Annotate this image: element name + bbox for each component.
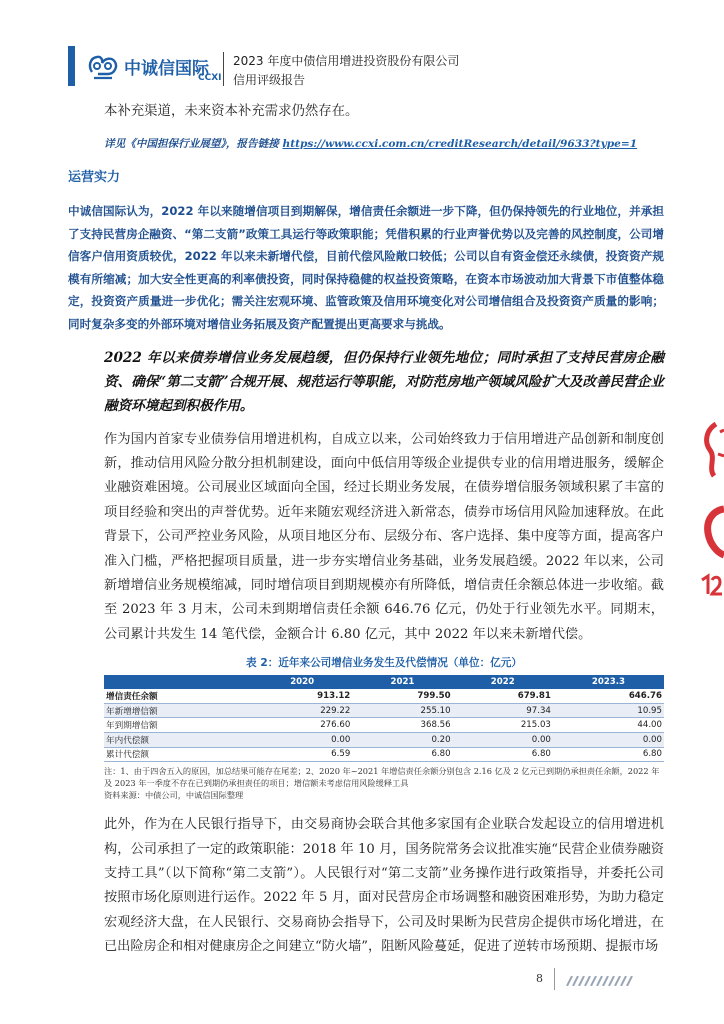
table-cell: 0.00 bbox=[553, 733, 664, 748]
seal-stamp-fragment-icon bbox=[696, 505, 724, 560]
table-cell: 0.20 bbox=[352, 733, 452, 748]
logo-cn-text: 中诚信国际 bbox=[124, 59, 209, 79]
table-row-label: 增信责任余额 bbox=[104, 689, 252, 703]
table-cell: 0.00 bbox=[252, 733, 352, 748]
header-divider bbox=[223, 52, 224, 86]
guarantee-table bbox=[104, 675, 664, 762]
table-row bbox=[104, 747, 664, 762]
table-cell: 10.95 bbox=[553, 703, 664, 718]
reference-link[interactable]: https://www.ccxi.com.cn/creditResearch/detail/9633?type=1 bbox=[282, 138, 638, 150]
table-cell: 6.59 bbox=[252, 747, 352, 762]
section-title: 运营实力 bbox=[68, 170, 121, 185]
table-cell: 679.81 bbox=[453, 689, 553, 703]
report-title-line1: 2023 年度中债信用增进投资股份有限公司 bbox=[233, 54, 460, 68]
table-row-label: 累计代偿额 bbox=[104, 747, 252, 762]
table-cell: 215.03 bbox=[453, 718, 553, 733]
section-summary: 中诚信国际认为，2022 年以来随增信项目到期解保，增信责任余额进一步下降，但仍保持领先的行业地位，并承担了支持民营房企融资、“第二支箭”政策工具运行等政策职能；凭借积累的行业声誉优势以及完善的风控制度，公司增信客户信用资质较优，2022 年以来未新增代偿，目前代偿风险敞口较低；公司以自有资金偿还永续债，投资资产规模有所缩减；加大安全性更高的利率债投资，同时保持稳健的权益投资策略，在资本市场波动加大背景下市值整体稳定，投资资产质量进一步优化；需关注宏观环境、监管政策及信用环境变化对公司增信组合及投资资产质量的影响；同时复杂多变的外部环境对增信业务拓展及资产配置提出更高要求与挑战。 bbox=[68, 204, 664, 331]
subsection-title: 2022 年以来债券增信业务发展趋缓，但仍保持行业领先地位；同时承担了支持民营房企融资、确保“第二支箭”合规开展、规范运行等职能，对防范房地产领域风险扩大及改善民营企业融资环境起到积极作用。 bbox=[104, 349, 664, 414]
table-header-cell bbox=[104, 675, 252, 689]
table-source: 资料来源：中债公司，中诚信国际整理 bbox=[104, 790, 244, 801]
table-header-cell: 2023.3 bbox=[553, 675, 664, 689]
table-caption: 表 2：近年来公司增信业务发生及代偿情况（单位：亿元） bbox=[246, 657, 522, 670]
page-number: 8 bbox=[536, 972, 543, 985]
table-cell: 368.56 bbox=[352, 718, 452, 733]
table-row bbox=[104, 718, 664, 733]
table-cell: 97.34 bbox=[453, 703, 553, 718]
table-header-row bbox=[104, 675, 664, 689]
table-cell: 646.76 bbox=[553, 689, 664, 703]
table-cell: 913.12 bbox=[252, 689, 352, 703]
table-cell: 44.00 bbox=[553, 718, 664, 733]
body-paragraph-1: 作为国内首家专业债券信用增进机构，自成立以来，公司始终致力于信用增进产品创新和制度创新，推动信用风险分散分担机制建设，面向中低信用等级企业提供专业的信用增进服务，缓解企业融资难困境。公司展业区域面向全国，经过长期业务发展，在债券增信服务领域积累了丰富的项目经验和突出的声誉优势。近年来随宏观经济进入新常态，债券市场信用风险加速释放。在此背景下，公司严控业务风险，从项目地区分布、层级分布、客户选择、集中度等方面，提高客户准入门槛，严格把握项目质量，进一步夯实增信业务基础，业务发展趋缓。2022 年以来，公司新增增信业务规模缩减，同时增信项目到期规模亦有所降低，增信责任余额总体进一步收缩。截至 2023 年 3 月末，公司未到期增信责任余额 646.76 亿元，仍处于行业领先水平。同期末，公司累计共发生 14 笔代偿，金额合计 6.80 亿元，其中 2022 年以来未新增代偿。 bbox=[104, 431, 664, 642]
table-note: 注：1、由于四舍五入的原因，加总结果可能存在尾差；2、2020 年~2021 年增信责任余额分别包含 2.16 亿及 2 亿元已到期仍承担责任余额，2022 年及 2023 年一季度不存在已到期仍承担责任的项目；增信额未考虑信用风险缓释工具 bbox=[104, 766, 660, 789]
seal-stamp-fragment-icon bbox=[696, 572, 724, 602]
table-cell: 0.00 bbox=[453, 733, 553, 748]
table-row bbox=[104, 733, 664, 748]
logo-en-text: CCXI bbox=[198, 73, 222, 83]
ccxi-logo-mark-icon bbox=[86, 50, 120, 84]
table-header-cell: 2020 bbox=[252, 675, 352, 689]
seal-stamp-fragment-icon bbox=[696, 420, 724, 480]
reference-note-prefix: 详见《中国担保行业展望》，报告链接 bbox=[104, 138, 279, 150]
table-header-cell: 2022 bbox=[453, 675, 553, 689]
reference-note bbox=[104, 136, 664, 152]
table-cell: 6.80 bbox=[553, 747, 664, 762]
table-cell: 255.10 bbox=[352, 703, 452, 718]
continued-paragraph: 本补充渠道，未来资本补充需求仍然存在。 bbox=[104, 104, 359, 119]
ccxi-logo bbox=[86, 50, 226, 86]
footer-stripes-icon bbox=[565, 976, 635, 986]
table-row bbox=[104, 703, 664, 718]
table-row-label: 年内代偿额 bbox=[104, 733, 252, 748]
table-row-label: 年到期增信额 bbox=[104, 718, 252, 733]
footer-divider bbox=[554, 968, 555, 990]
table-cell: 799.50 bbox=[352, 689, 452, 703]
page-header bbox=[0, 0, 724, 100]
table-cell: 229.22 bbox=[252, 703, 352, 718]
body-paragraph-2: 此外，作为在人民银行指导下，由交易商协会联合其他多家国有企业联合发起设立的信用增进机构，公司承担了一定的政策职能：2018 年 10 月，国务院常务会议批准实施“民营企业债券融资支持工具”（以下简称“第二支箭”）。人民银行对“第二支箭”业务操作进行政策指导，并委托公司按照市场化原则进行运作。2022 年 5 月，面对民营房企市场调整和融资困难形势，为助力稳定宏观经济大盘，在人民银行、交易商协会指导下，公司及时果断为民营房企提供市场化增进，在已出险房企和相对健康房企之间建立“防火墙”，阻断风险蔓延，促进了逆转市场预期、提振市场 bbox=[104, 817, 664, 955]
table-cell: 6.80 bbox=[453, 747, 553, 762]
table-row bbox=[104, 689, 664, 703]
table-row-label: 年新增增信额 bbox=[104, 703, 252, 718]
table-cell: 276.60 bbox=[252, 718, 352, 733]
header-accent-bar bbox=[68, 46, 75, 86]
table-header-cell: 2021 bbox=[352, 675, 452, 689]
report-title-line2: 信用评级报告 bbox=[233, 73, 306, 87]
table-cell: 6.80 bbox=[352, 747, 452, 762]
page-content bbox=[68, 100, 664, 960]
